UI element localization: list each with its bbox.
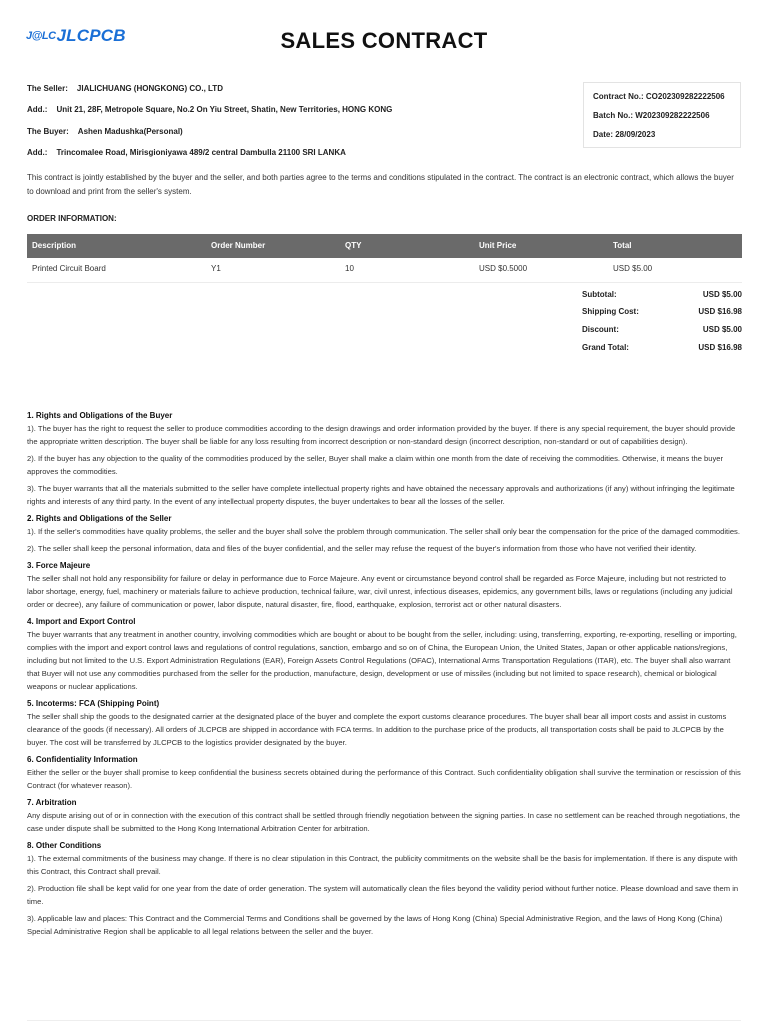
term-heading: 1. Rights and Obligations of the Buyer bbox=[27, 411, 173, 420]
term-paragraph: Any dispute arising out of or in connection with the execution of this contract shall be settled through friendly negotiation between the signing parties. In case no settlement can be reached through negotiations, the case under dispute shall be submitted to the Hong Kong International Arbitration Center for arbitration. bbox=[27, 811, 740, 833]
term-paragraph: The buyer warrants that any treatment in another country, involving commodities which are bought or about to be bought from the seller, including: using, transferring, exporting, re-exporting, reselling or importing, complies with the import and export control laws and regulations of control regulations, sanction, embargo and so on of China, the European Union, the United States, Japan or other applicable nations/regions, including but not limited to the U.S. Export Administration Regulations (EAR), Foreign Assets Control Regulations (OFAC), International Arms Transportation Regulations (ITAR), etc. The buyer shall also warrant that Buyer will not use any commodities purchased from the seller for the production, manufacture, design, development or use of missiles (including but not limited to space research), chemical or biological weapons or nuclear applications. bbox=[27, 630, 737, 691]
subtotal-value: USD $5.00 bbox=[702, 290, 742, 299]
term-paragraph: The seller shall ship the goods to the designated carrier at the designated place of the buyer and complete the export customs clearance procedures. The buyer shall bear all import costs and assist in customs clearance of the goods (if necessary). All orders of JLCPCB are shipped in accordance with FCA terms. In addition to the purchase price of the products, all transportation costs shall be paid to JLCPCB by the buyer. The cost will be transferred by JLCPCB to the logistics provider designated by the buyer. bbox=[27, 712, 727, 747]
cell-description: Printed Circuit Board bbox=[32, 264, 106, 273]
cell-unit-price: USD $0.5000 bbox=[479, 264, 528, 273]
buyer-address-line bbox=[27, 148, 346, 157]
intro-paragraph: This contract is jointly established by the buyer and the seller, and both parties agree to the terms and conditions stipulated in the contract. The contract is an electronic contract, which allows the buyer to download and print from the seller's system. bbox=[27, 173, 734, 196]
shipping-value: USD $16.98 bbox=[698, 307, 742, 316]
cell-qty: 10 bbox=[345, 264, 354, 273]
buyer-address-label: Add.: bbox=[27, 148, 48, 157]
buyer-value: Ashen Madushka(Personal) bbox=[77, 127, 183, 136]
batch-number: Batch No.: W202309282222506 bbox=[593, 111, 710, 120]
col-order-number: Order Number bbox=[211, 241, 266, 250]
contract-info-box bbox=[583, 82, 741, 148]
terms-section bbox=[27, 409, 741, 942]
buyer-label: The Buyer: bbox=[27, 127, 69, 136]
col-description: Description bbox=[32, 241, 77, 250]
discount-value: USD $5.00 bbox=[702, 325, 742, 334]
logo-text: JLCPCB bbox=[56, 26, 126, 45]
seller-address-line bbox=[27, 105, 392, 114]
grand-total-value: USD $16.98 bbox=[698, 343, 742, 352]
term-paragraph: 2). If the buyer has any objection to the quality of the commodities produced by the seller, Buyer shall make a claim within one month from the date of receiving the commodities. Otherwise, it means the buyer approves the commodities. bbox=[27, 454, 724, 476]
term-paragraph: 2). The seller shall keep the personal information, data and files of the buyer confidential, and the seller may refuse the request of the buyer's information from those who have not verified their identity. bbox=[27, 544, 697, 553]
footer-divider bbox=[27, 1020, 741, 1021]
col-qty: QTY bbox=[345, 241, 362, 250]
table-row bbox=[27, 258, 742, 283]
term-heading: 6. Confidentiality Information bbox=[27, 755, 138, 764]
term-paragraph: The seller shall not hold any responsibility for failure or delay in performance due to Force Majeure. Any event or circumstance beyond control shall be regarded as Force Majeure, including but not restricted to labor shortage, energy, fuel, machinery or materials failure to achieve production, technical failure, war, civil unrest, infectious diseases, epidemics, any government bills, laws or regulations (including any judicial order or decree), any failure of communication or power, labor dispute, natural disaster, fire, flood, earthquake, explosion, terrorist act or other natural disasters. bbox=[27, 574, 733, 609]
order-table-header bbox=[27, 234, 742, 258]
order-info-heading: ORDER INFORMATION: bbox=[27, 214, 117, 223]
subtotal-row bbox=[582, 290, 742, 299]
term-heading: 8. Other Conditions bbox=[27, 841, 102, 850]
term-heading: 3. Force Majeure bbox=[27, 561, 91, 570]
term-heading: 4. Import and Export Control bbox=[27, 617, 136, 626]
cell-total: USD $5.00 bbox=[613, 264, 653, 273]
discount-label: Discount: bbox=[582, 325, 619, 334]
contract-date: Date: 28/09/2023 bbox=[593, 130, 656, 139]
shipping-label: Shipping Cost: bbox=[582, 307, 639, 316]
term-paragraph: 1). If the seller's commodities have quality problems, the seller and the buyer shall solve the problem through communication. The seller shall only bear the compensation for the price of the damaged commodities. bbox=[27, 527, 740, 536]
buyer-line bbox=[27, 127, 183, 136]
subtotal-label: Subtotal: bbox=[582, 290, 617, 299]
term-heading: 2. Rights and Obligations of the Seller bbox=[27, 514, 172, 523]
term-heading: 5. Incoterms: FCA (Shipping Point) bbox=[27, 699, 160, 708]
term-paragraph: 2). Production file shall be kept valid for one year from the date of order generation. The system will automatically clean the files beyond the validity period without further notice. Please download and save them in time. bbox=[27, 884, 739, 906]
seller-value: JIALICHUANG (HONGKONG) CO., LTD bbox=[76, 84, 223, 93]
shipping-row bbox=[582, 307, 742, 316]
seller-line bbox=[27, 84, 223, 93]
page-title: SALES CONTRACT bbox=[280, 28, 488, 53]
term-heading: 7. Arbitration bbox=[27, 798, 77, 807]
logo-mark: J@LC bbox=[26, 30, 56, 42]
grand-total-label: Grand Total: bbox=[582, 343, 629, 352]
term-paragraph: Either the seller or the buyer shall promise to keep confidential the business secrets obtained during the performance of this Contract. Such confidentiality obligation shall survive the termination or rescission of this Contract (for whatever reason). bbox=[27, 768, 741, 790]
term-paragraph: 3). Applicable law and places: This Contract and the Commercial Terms and Conditions shall be governed by the laws of Hong Kong (China) Special Administrative Region, and the laws of Hong Kong (China) Special Administrative Region shall be applicable to all legal relations between the seller and the buyer. bbox=[27, 914, 723, 936]
grand-total-row bbox=[582, 343, 742, 352]
term-paragraph: 1). The buyer has the right to request the seller to produce commodities according to the design drawings and order information provided by the buyer. If there is any special requirement, the buyer should provide the appropriate written description. The buyer shall be liable for any loss resulting from incorrect description or non-standard design (incorrect description, non-standard or out of capabilities design). bbox=[27, 424, 736, 446]
seller-address-value: Unit 21, 28F, Metropole Square, No.2 On Yiu Street, Shatin, New Territories, HONG KONG bbox=[56, 105, 393, 114]
buyer-address-value: Trincomalee Road, Mirisgioniyawa 489/2 central Dambulla 21100 SRI LANKA bbox=[56, 148, 346, 157]
col-unit-price: Unit Price bbox=[479, 241, 517, 250]
discount-row bbox=[582, 325, 742, 334]
term-paragraph: 3). The buyer warrants that all the materials submitted to the seller have complete intellectual property rights and have obtained the necessary approvals and authorizations (if any) without infringing the legitimate rights and interests of any third party. In the event of any intellectual property disputes, the buyer undertakes to bear all the losses of the seller. bbox=[27, 484, 735, 506]
cell-order-number: Y1 bbox=[211, 264, 221, 273]
col-total: Total bbox=[613, 241, 632, 250]
seller-label: The Seller: bbox=[27, 84, 68, 93]
term-paragraph: 1). The external commitments of the business may change. If there is no clear stipulation in this Contract, the publicity commitments on the website shall be the basis for implementation. If there is any dispute with this Contract, this Contract shall prevail. bbox=[27, 854, 738, 876]
contract-number: Contract No.: CO202309282222506 bbox=[593, 92, 725, 101]
seller-address-label: Add.: bbox=[27, 105, 48, 114]
